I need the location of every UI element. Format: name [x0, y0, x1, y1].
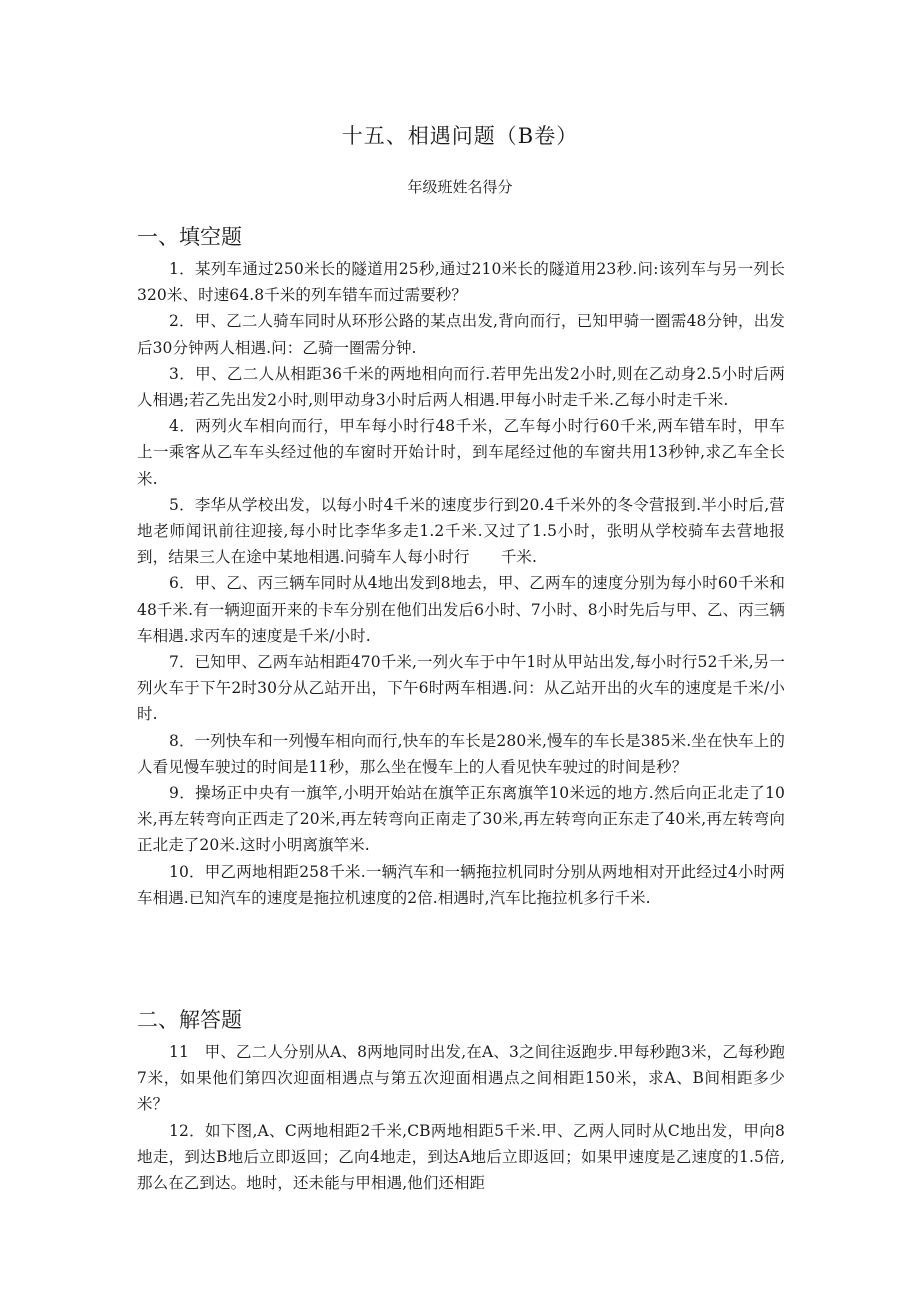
question-8: 8．一列快车和一列慢车相向而行,快车的车长是280米,慢车的车长是385米.坐在快车上的人看见慢车驶过的时间是11秒，那么坐在慢车上的人看见快车驶过的时间是秒？ — [137, 731, 785, 776]
question-2: 2．甲、乙二人骑车同时从环形公路的某点出发,背向而行，已知甲骑一圈需48分钟，出发后30分钟两人相遇.问：乙骑一圈需分钟. — [137, 312, 785, 357]
question-6: 6．甲、乙、丙三辆车同时从4地出发到8地去，甲、乙两车的速度分别为每小时60千米和48千米.有一辆迎面开来的卡车分别在他们出发后6小时、7小时、8小时先后与甲、乙、丙三辆车相遇.求丙车的速度是千米/小时. — [137, 574, 785, 645]
question-list-fill-in — [137, 256, 785, 911]
question-5: 5．李华从学校出发，以每小时4千米的速度步行到20.4千米外的冬令营报到.半小时后,营地老师闻讯前往迎接,每小时比李华多走1.2千米.又过了1.5小时，张明从学校骑车去营地报到，结果三人在途中某地相遇.问骑车人每小时行 千米. — [137, 495, 785, 567]
question-3: 3．甲、乙二人从相距36千米的两地相向而行.若甲先出发2小时,则在乙动身2.5小时后两人相遇;若乙先出发2小时,则甲动身3小时后两人相遇.甲每小时走千米.乙每小时走千米. — [137, 364, 785, 410]
question-7: 7．已知甲、乙两车站相距470千米,一列火车于中午1时从甲站出发,每小时行52千米,另一列火车于下午2时30分从乙站开出，下午6时两车相遇.问：从乙站开出的火车的速度是千米/小时. — [137, 653, 785, 724]
question-9: 9．操场正中央有一旗竿,小明开始站在旗竿正东离旗竿10米远的地方.然后向正北走了10米,再左转弯向正西走了20米,再左转弯向正南走了30米,再左转弯向正东走了40米,再左转弯向正北走了20米.这时小明离旗竿米. — [137, 784, 785, 855]
question-1: 1．某列车通过250米长的隧道用25秒,通过210米长的隧道用23秒.问:该列车与另一列长320米、时速64.8千米的列车错车而过需要秒？ — [137, 260, 785, 305]
question-11: 11 甲、乙二人分别从A、8两地同时出发,在A、3之间往返跑步.甲每秒跑3米，乙每秒跑7米，如果他们第四次迎面相遇点与第五次迎面相遇点之间相距150米，求A、B间相距多少米？ — [137, 1043, 785, 1114]
student-info-line: 年级班姓名得分 — [407, 178, 513, 196]
question-10: 10．甲乙两地相距258千米.一辆汽车和一辆拖拉机同时分别从两地相对开此经过4小时两车相遇.已知汽车的速度是拖拉机速度的2倍.相遇时,汽车比拖拉机多行千米. — [137, 862, 785, 907]
section-heading-fill-in: 一、填空题 — [137, 225, 242, 249]
page-title: 十五、相遇问题（B卷） — [341, 124, 579, 148]
question-12: 12．如下图,A、C两地相距2千米,CB两地相距5千米.甲、乙两人同时从C地出发，甲向8地走，到达B地后立即返回；乙向4地走，到达A地后立即返回；如果甲速度是乙速度的1.5倍,那么在乙到达。地时，还未能与甲相遇,他们还相距 — [137, 1121, 785, 1193]
section-heading-answer: 二、解答题 — [137, 1008, 242, 1032]
question-4: 4．两列火车相向而行，甲车每小时行48千米，乙车每小时行60千米,两车错车时，甲车上一乘客从乙车车头经过他的车窗时开始计时，到车尾经过他的车窗共用13秒钟,求乙车全长米. — [137, 417, 785, 488]
question-list-answer — [137, 1039, 785, 1196]
